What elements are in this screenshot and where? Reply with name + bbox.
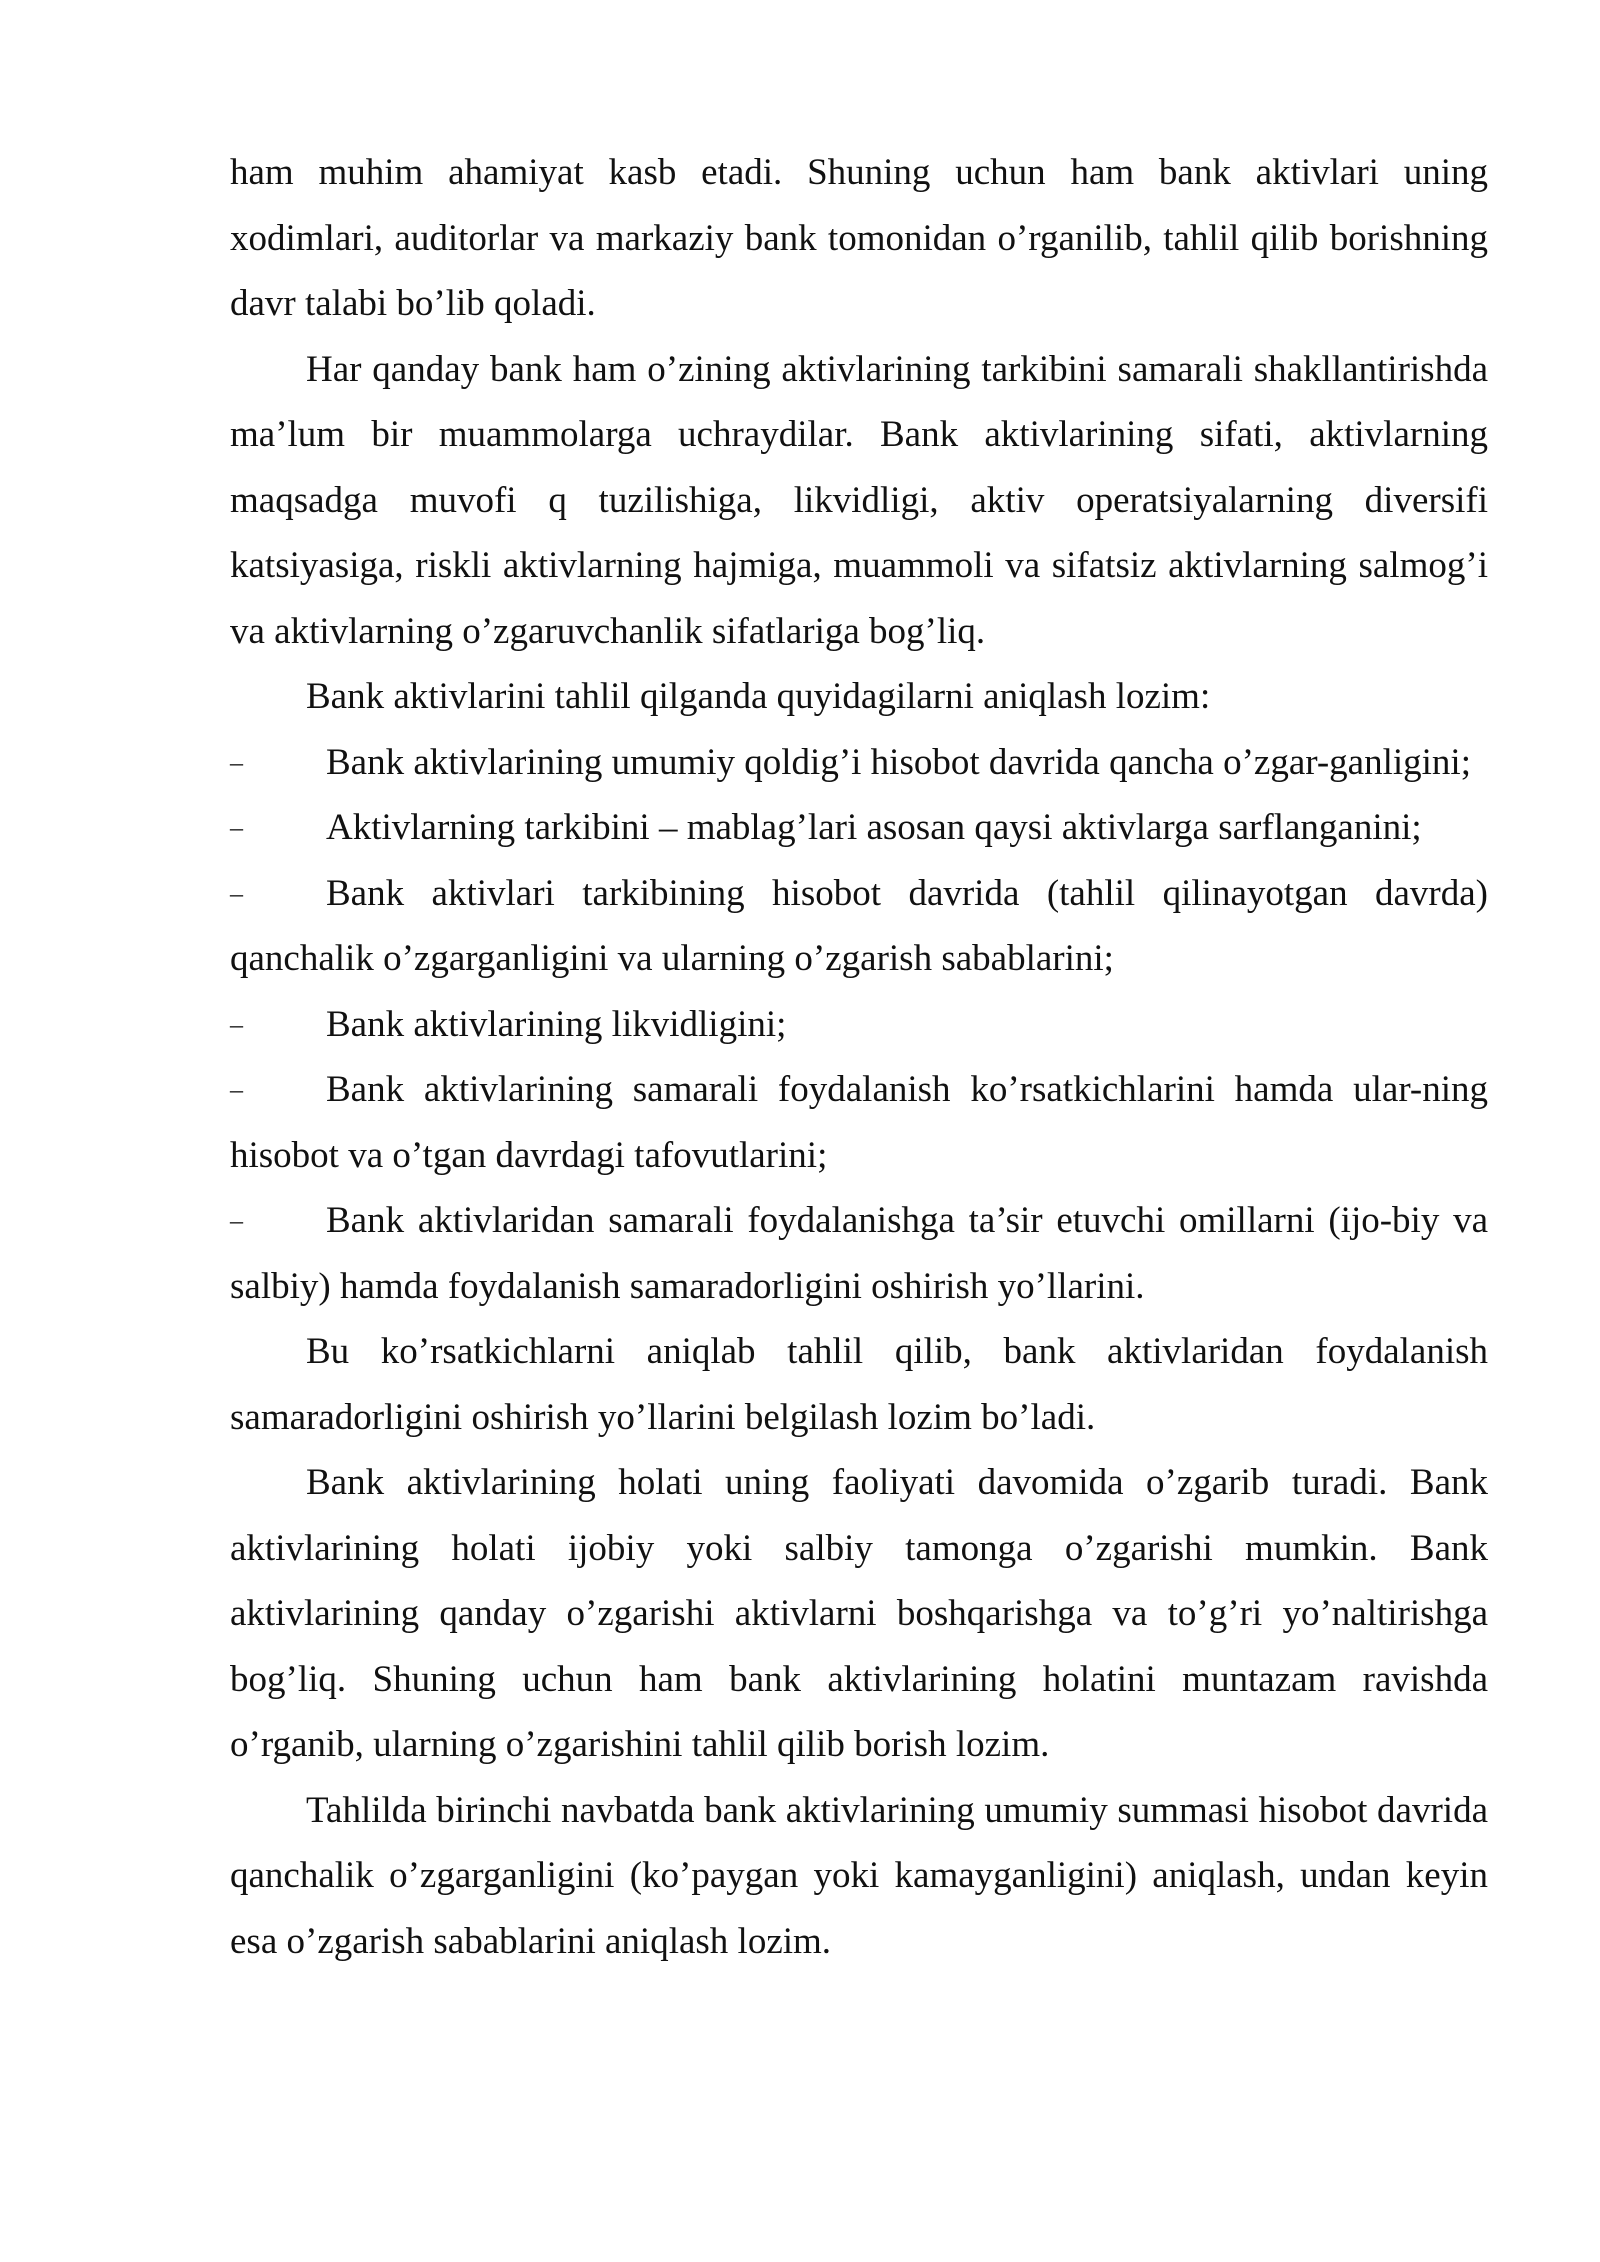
bullet-item-3	[230, 861, 1488, 992]
bullet-item-5	[230, 1057, 1488, 1188]
bullet-item-1	[230, 730, 1488, 796]
document-body	[230, 140, 1488, 1974]
bullet-item-6	[230, 1188, 1488, 1319]
paragraph-6: Tahlilda birinchi navbatda bank aktivlarining umumiy summasi hisobot davrida qanchalik o’zgarganligini (ko’paygan yoki kamayganligini) aniqlash, undan keyin esa o’zgarish sabablarini aniqlash lozim.	[230, 1789, 1488, 1962]
dash-marker: –	[230, 747, 243, 777]
dash-marker: –	[230, 813, 243, 842]
bullet-text-5: Bank aktivlarining samarali foydalanish ko’rsatkichlarini hamda ular-ning hisobot va o’tgan davrdagi tafovutlarini;	[230, 1069, 1488, 1176]
paragraph-3: Bank aktivlarini tahlil qilganda quyidagilarni aniqlash lozim:	[306, 676, 1211, 717]
bullet-text-3: Bank aktivlari tarkibining hisobot davrida (tahlil qilinayotgan davrda) qanchalik o’zgarganligini va ularning o’zgarish sabablarini;	[230, 872, 1488, 979]
bullet-item-4	[230, 992, 1488, 1058]
paragraph-4: Bu ko’rsatkichlarni aniqlab tahlil qilib, bank aktivlaridan foydalanish samaradorligini oshirish yo’llarini belgilash lozim bo’ladi.	[230, 1331, 1488, 1438]
bullet-item-2	[230, 795, 1488, 861]
bullet-text-1: Bank aktivlarining umumiy qoldig’i hisobot davrida qancha o’zgar-ganligini;	[326, 741, 1471, 783]
paragraph-2: Har qanday bank ham o’zining aktivlarining tarkibini samarali shakllantirishda ma’lum bir muammolarga uchraydilar. Bank aktivlarining sifati, aktivlarning maqsadga muvofi q tuzilishiga, likvidligi, aktiv operatsiyalarning diversifi katsiyasiga, riskli aktivlarning hajmiga, muammoli va sifatsiz aktivlarning salmog’i va aktivlarning o’zgaruvchanlik sifatlariga bog’liq.	[230, 348, 1488, 652]
paragraph-1: ham muhim ahamiyat kasb etadi. Shuning uchun ham bank aktivlari uning xodimlari, auditorlar va markaziy bank tomonidan o’rganilib, tahlil qilib borishning davr talabi bo’lib qoladi.	[230, 152, 1488, 324]
dash-marker: –	[230, 1009, 243, 1039]
bullet-text-2: Aktivlarning tarkibini – mablag’lari asosan qaysi aktivlarga sarflanganini;	[326, 807, 1422, 848]
dash-marker: –	[230, 1075, 243, 1104]
dash-marker: –	[230, 1206, 243, 1235]
bullet-text-4: Bank aktivlarining likvidligini;	[326, 1003, 787, 1045]
dash-marker: –	[230, 878, 243, 908]
bullet-text-6: Bank aktivlaridan samarali foydalanishga ta’sir etuvchi omillarni (ijo-biy va salbiy) hamda foydalanish samaradorligini oshirish yo’llarini.	[230, 1200, 1488, 1307]
paragraph-5: Bank aktivlarining holati uning faoliyati davomida o’zgarib turadi. Bank aktivlarining holati ijobiy yoki salbiy tamonga o’zgarishi mumkin. Bank aktivlarining qanday o’zgarishi aktivlarni boshqarishga va to’g’ri yo’naltirishga bog’liq. Shuning uchun ham bank aktivlarining holatini muntazam ravishda o’rganib, ularning o’zgarishini tahlil qilib borish lozim.	[230, 1462, 1488, 1765]
